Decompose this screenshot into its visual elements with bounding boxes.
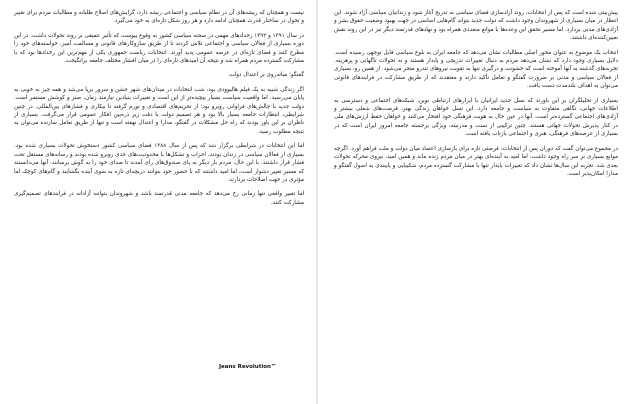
right-paragraph-1: پیش‌بینی شده است که پس از انتخابات، روند آزادسازی فضای سیاسی به تدریج آغاز شود و زندانیان سیاسی آزاد شوند. این انتظار در میان بسیاری از شهروندان وجود داشت که دولت جدید بتواند گام‌هایی اساسی در جهت بهبود وضعیت حقوق بشر و آزادی‌های مدنی بردارد. اما مسیر تحقق این وعده‌ها با موانع متعددی همراه بود و نهادهای قدرتمند دیگر نیز در این روند نقش تعیین‌کننده‌ای داشتند. xyxy=(334,10,618,42)
left-paragraph-4: اگر زندگی شبیه به یک فیلم هالیوودی بود، شب انتخابات در میدان‌های شهر جشن و سرور برپا می‌شد و همه چیز به خوبی به پایان می‌رسید. اما واقعیت سیاست بسیار پیچیده‌تر از این است و تغییرات بنیادین نیازمند زمان، صبر و کوشش مستمر است. دولت جدید با چالش‌های فراوانی روبرو بود؛ از تحریم‌های اقتصادی و تورم گرفته تا بیکاری و فشارهای بین‌المللی. در چنین شرایطی، انتظارات جامعه بسیار بالا بود و هر تصمیم دولت با دقت زیر ذره‌بین افکار عمومی قرار می‌گرفت. بسیاری از ناظران بر این باور بودند که راه حل مشکلات در گفتگو، مدارا و اعتدال نهفته است و تنها از طریق تعامل سازنده می‌توان به نتیجه مطلوب رسید. xyxy=(14,86,304,135)
footer-label: Jeans Revolution™ xyxy=(219,364,277,370)
left-paragraph-1: نیست و همچنان که ریشه‌های آن در نظام سیاسی و اجتماعی ریشه دارد، گرایش‌های اصلاح طلبانه و مطالبات مردم برای تغییر و تحول در ساختار قدرت همچنان ادامه دارد و هر روز شکل تازه‌ای به خود می‌گیرد. xyxy=(14,10,304,25)
right-paragraph-2: انتخاب یک موضوع به عنوان محور اصلی مطالبات نشان می‌دهد که جامعه ایران به بلوغ سیاسی قابل توجهی رسیده است. دلایل بسیاری وجود دارد که نشان می‌دهد مردم به دنبال تغییرات تدریجی و پایدار هستند و نه تحولات ناگهانی و پرهزینه. تجربه‌های گذشته به آنها آموخته است که خشونت و درگیری تنها به تقویت نیروهای تندرو منجر می‌شود. از همین رو، بسیاری از فعالان سیاسی و مدنی بر ضرورت گفتگو و تعامل تأکید دارند و معتقدند که از طریق مشارکت در فرایندهای قانونی می‌توان به اهداف بلندمدت دست یافت. xyxy=(334,49,618,90)
right-paragraph-3: بسیاری از تحلیلگران بر این باورند که نسل جدید ایرانیان با ابزارهای ارتباطی نوین، شبکه‌های اجتماعی و دسترسی به اطلاعات جهانی، نگاهی متفاوت به سیاست و جامعه دارد. این نسل خواهان زندگی بهتر، فرصت‌های شغلی بیشتر و آزادی‌های اجتماعی گسترده‌تر است. آنها در عین حال به هویت فرهنگی خود افتخار می‌کنند و خواهان حفظ ارزش‌های ملی در کنار پذیرش تحولات جهانی هستند. چنین ترکیبی از سنت و مدرنیته، ویژگی برجسته جامعه امروز ایران است که در بسیاری از عرصه‌های فرهنگی، هنری و اجتماعی بازتاب یافته است. xyxy=(334,97,618,138)
left-paragraph-5: اما این انتخابات در شرایطی برگزار شد که پس از سال ۱۳۸۸ فضای سیاسی کشور دستخوش تحولات بسیاری شده بود. بسیاری از فعالان سیاسی در زندان بودند، احزاب و تشکل‌ها با محدودیت‌های جدی روبرو شده بودند و رسانه‌های مستقل تحت فشار قرار داشتند. با این حال، مردم بار دیگر به پای صندوق‌های رأی آمدند تا صدای خود را به گوش برسانند. آنها می‌دانستند که مسیر تغییر دشوار است، اما امید داشتند که با حضور خود بتوانند دریچه‌ای تازه به سوی آینده بگشایند و گام‌های کوچک اما مؤثری در جهت اصلاحات بردارند. xyxy=(14,143,304,183)
right-page xyxy=(318,0,630,404)
left-paragraph-3: گفتگو؛ میانه‌روی بر اعتدال دولت xyxy=(229,72,304,79)
right-paragraph-4: در مجموع می‌توان گفت که دوران پس از انتخابات، فرصتی تازه برای بازسازی اعتماد میان دولت و ملت فراهم آورد. اگرچه موانع بسیاری بر سر راه وجود داشت، اما امید به آینده‌ای بهتر در میان مردم زنده ماند و همین امید، نیروی محرکه تحولات بعدی شد. تجربه این سال‌ها نشان داد که تغییرات پایدار تنها با مشارکت گسترده مردم، شکیبایی و پایبندی به اصول گفتگو و مدارا امکان‌پذیر است. xyxy=(334,145,618,177)
left-paragraph-2: در سال ۱۳۹۱ و ۱۳۹۲ رخدادهای مهمی در صحنه سیاسی کشور به وقوع پیوست که تأثیر عمیقی بر روند تحولات داشت. در این دوره بسیاری از فعالان سیاسی و اجتماعی تلاش کردند تا از طریق سازوکارهای قانونی و مسالمت آمیز، خواسته‌های خود را مطرح کنند و فضای تازه‌ای در عرصه عمومی پدید آورند. انتخابات ریاست جمهوری یکی از مهم‌ترین این رخدادها بود که با مشارکت گسترده مردم همراه شد و نتیجه آن امیدهای تازه‌ای را در میان اقشار مختلف جامعه برانگیخت. xyxy=(14,32,304,65)
left-paragraph-6: اما تغییر واقعی تنها زمانی رخ می‌دهد که جامعه مدنی قدرتمند باشد و شهروندان بتوانند آزادانه در فرایندهای تصمیم‌گیری مشارکت کنند. xyxy=(14,191,304,206)
